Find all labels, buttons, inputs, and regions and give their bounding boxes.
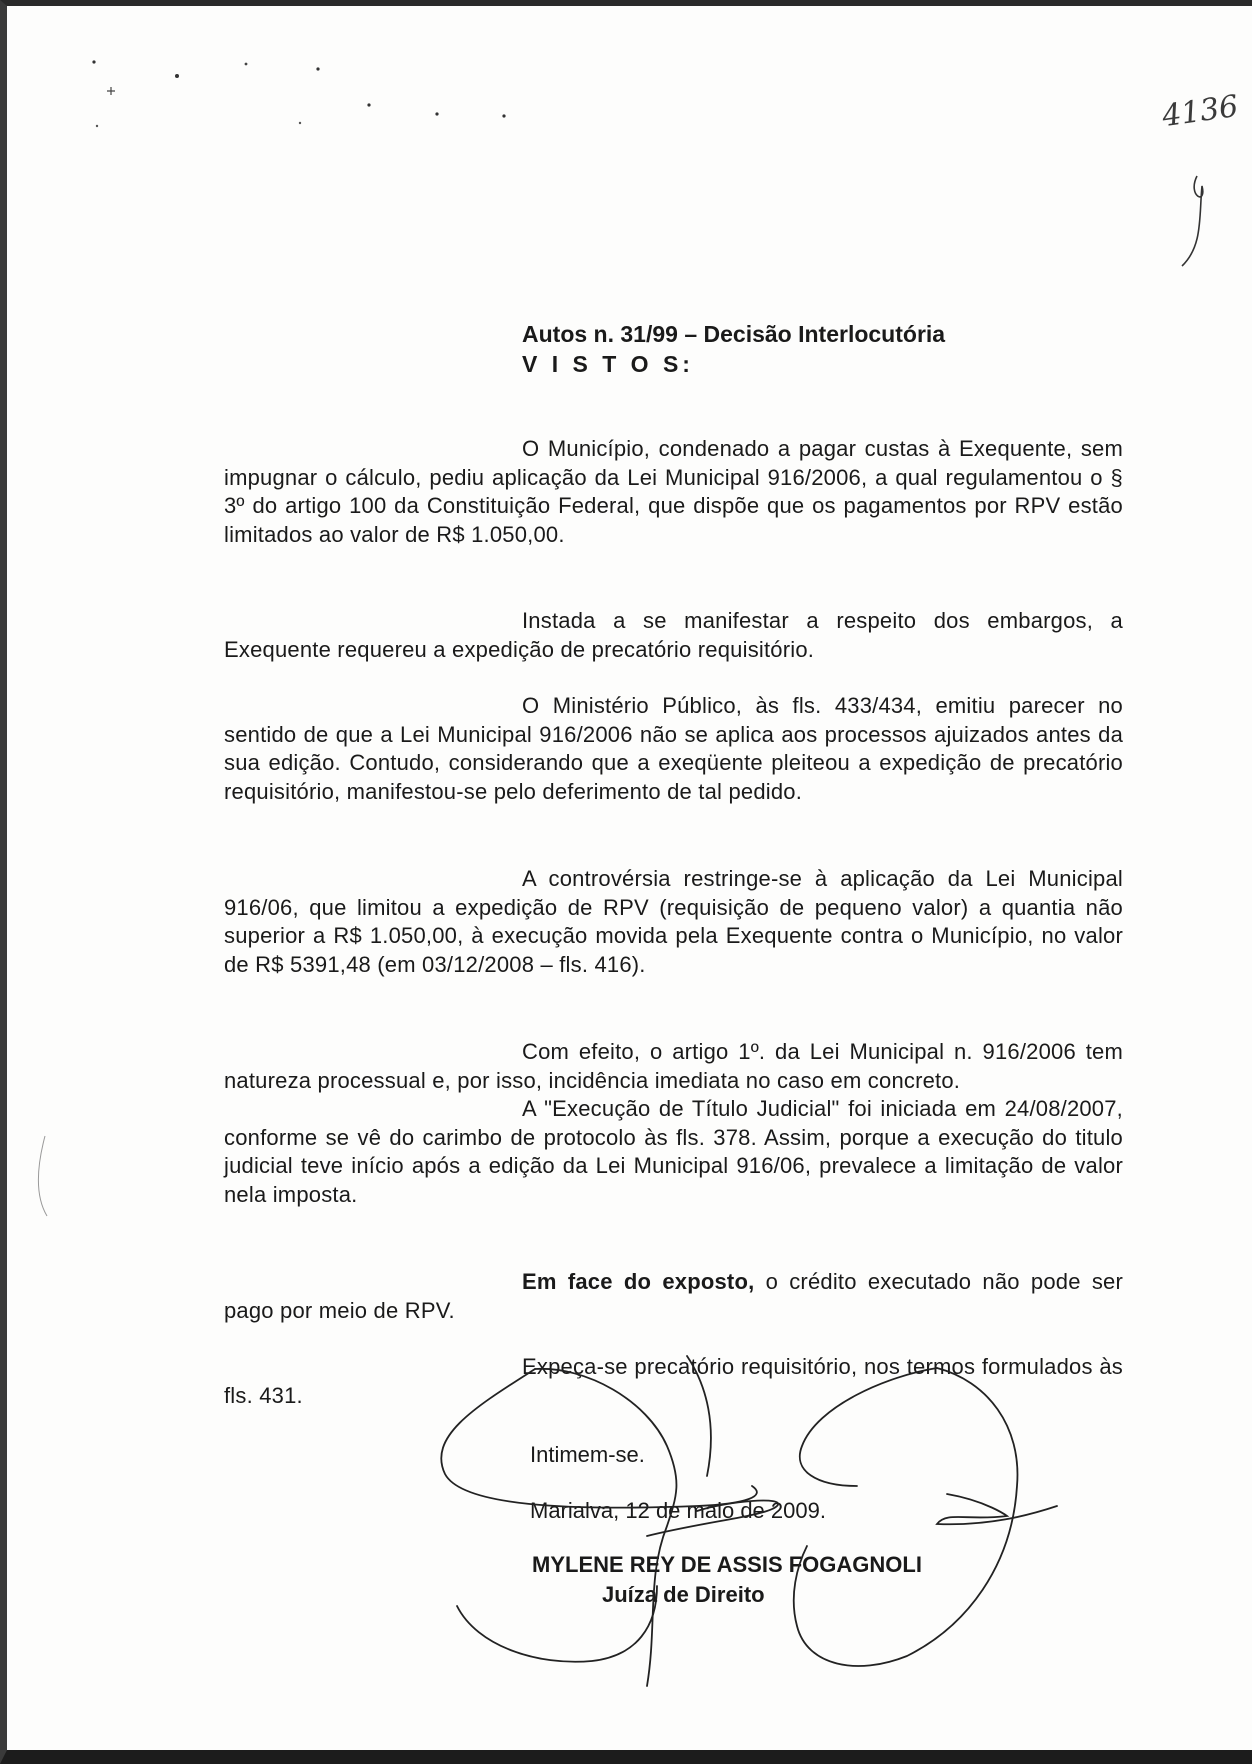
paragraph-2	[224, 607, 1123, 664]
case-title: Autos n. 31/99 – Decisão Interlocutória	[522, 321, 946, 347]
order-text: Expeça-se precatório requisitório, nos termos formulados às fls. 431.	[224, 1354, 1123, 1408]
paragraph-6	[224, 1095, 1123, 1209]
document-heading	[522, 319, 945, 379]
judge-name: MYLENE REY DE ASSIS FOGAGNOLI	[532, 1552, 922, 1577]
paragraph-1	[224, 435, 1123, 549]
paragraph-2-text: Instada a se manifestar a respeito dos embargos, a Exequente requereu a expedição de precatório requisitório.	[224, 608, 1123, 662]
judge-title: Juíza de Direito	[602, 1582, 765, 1607]
paragraph-1-text: O Município, condenado a pagar custas à Exequente, sem impugnar o cálculo, pediu aplicação da Lei Municipal 916/2006, a qual regulamentou o § 3º do artigo 100 da Constituição Federal, que dispõe que os pagamentos por RPV estão limitados ao valor de R$ 1.050,00.	[224, 436, 1123, 547]
paragraph-5	[224, 1038, 1123, 1095]
paragraph-5-text: Com efeito, o artigo 1º. da Lei Municipal n. 916/2006 tem natureza processual e, por isso, incidência imediata no caso em concreto.	[224, 1039, 1123, 1093]
paragraph-3-text: O Ministério Público, às fls. 433/434, emitiu parecer no sentido de que a Lei Municipal 916/2006 não se aplica aos processos ajuizados antes da sua edição. Contudo, considerando que a exeqüente pleiteou a expedição de precatório requisitório, manifestou-se pelo deferimento de tal pedido.	[224, 693, 1123, 804]
paragraph-3	[224, 692, 1123, 806]
paragraph-6-text: A "Execução de Título Judicial" foi iniciada em 24/08/2007, conforme se vê do carimbo de protocolo às fls. 378. Assim, porque a execução do titulo judicial teve início após a edição da Lei Municipal 916/06, prevalece a limitação de valor nela imposta.	[224, 1096, 1123, 1207]
paragraph-4	[224, 865, 1123, 979]
conclusion-rest: o crédito executado não pode ser pago por meio de RPV.	[224, 1269, 1123, 1323]
conclusion-lead: Em face do exposto,	[522, 1269, 755, 1294]
place-date: Marialva, 12 de maio de 2009.	[530, 1498, 826, 1523]
vistos-label: V I S T O S:	[522, 351, 694, 377]
conclusion-paragraph	[224, 1268, 1123, 1325]
paragraph-4-text: A controvérsia restringe-se à aplicação da Lei Municipal 916/06, que limitou a expedição de RPV (requisição de pequeno valor) a quantia não superior a R$ 1.050,00, à execução movida pela Exequente contra o Município, no valor de R$ 5391,48 (em 03/12/2008 – fls. 416).	[224, 866, 1123, 977]
intimem-line: Intimem-se.	[530, 1442, 645, 1467]
order-paragraph	[224, 1353, 1123, 1410]
initial-mark	[1177, 166, 1217, 276]
scan-artifacts	[7, 6, 607, 146]
page-number-handwritten: 4136	[1159, 88, 1241, 135]
